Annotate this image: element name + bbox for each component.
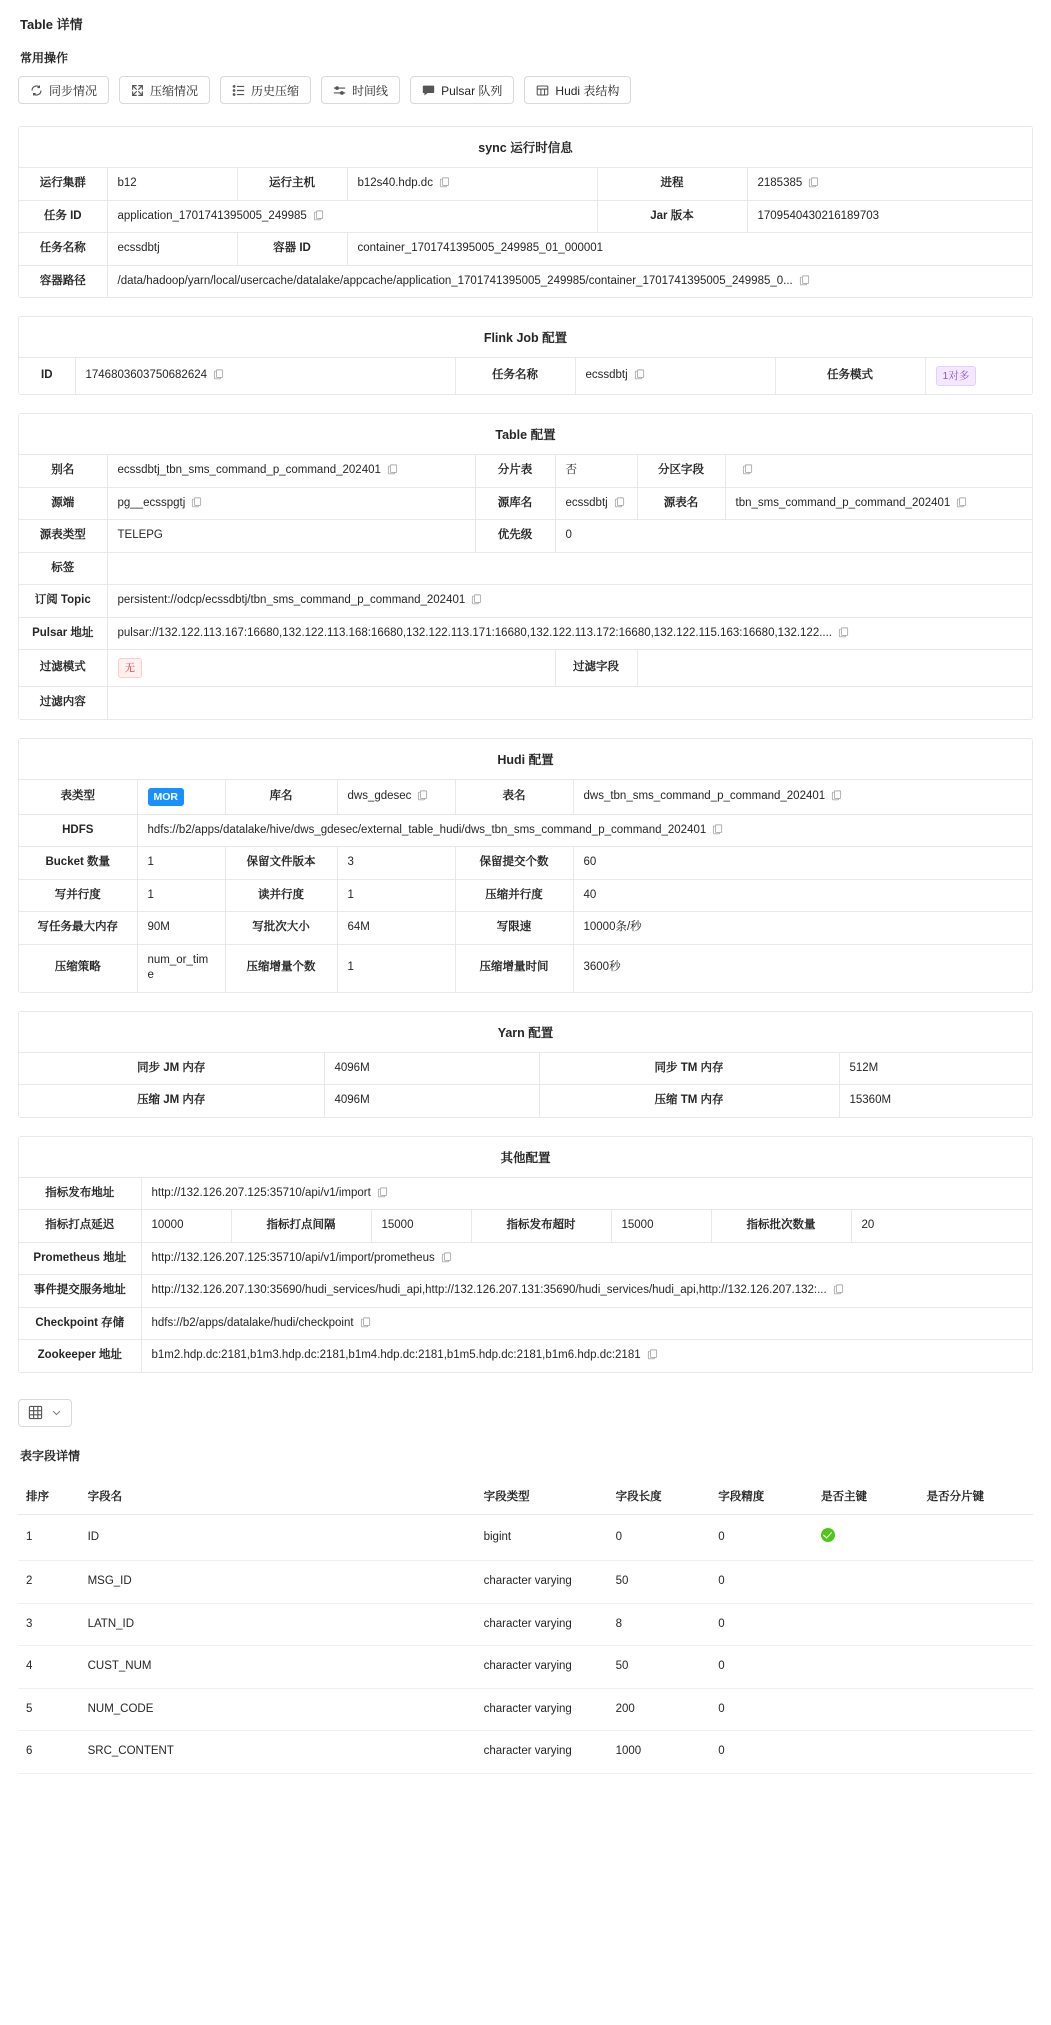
- field-order: 4: [18, 1646, 80, 1689]
- table-config-table: [19, 455, 1032, 719]
- tag-value: [107, 552, 1032, 585]
- flink-id-label: ID: [19, 358, 75, 394]
- table-row: [19, 1242, 1032, 1275]
- compact-delta-commits-label: 压缩增量个数: [225, 944, 337, 992]
- table-row: [18, 1561, 1033, 1604]
- copy-icon[interactable]: [647, 1348, 658, 1360]
- metric-delay-value: 10000: [141, 1210, 231, 1243]
- task-id-label: 任务 ID: [19, 200, 107, 233]
- topic-value: [107, 585, 1032, 618]
- copy-icon[interactable]: [712, 823, 723, 835]
- field-order: 5: [18, 1688, 80, 1731]
- table-row: [19, 265, 1032, 297]
- hudi-table-value-text: dws_tbn_sms_command_p_command_202401: [583, 789, 826, 802]
- check-icon: [821, 1528, 835, 1542]
- column-settings-row: [18, 1399, 1033, 1427]
- copy-icon[interactable]: [360, 1316, 371, 1328]
- table-row: [19, 650, 1032, 687]
- jar-version-label: Jar 版本: [597, 200, 747, 233]
- sync-runtime-table: [19, 168, 1032, 297]
- field-order: 2: [18, 1561, 80, 1604]
- table-row: [18, 1731, 1033, 1774]
- write-parallelism-label: 写并行度: [19, 879, 137, 912]
- field-primary-key: [813, 1731, 919, 1774]
- source-label: 源端: [19, 487, 107, 520]
- table-row: [19, 814, 1032, 847]
- zookeeper-value: [141, 1340, 1032, 1372]
- bucket-value: 1: [137, 847, 225, 880]
- flink-task-name-label: 任务名称: [455, 358, 575, 394]
- table-row: [19, 780, 1032, 815]
- checkpoint-value-text: hdfs://b2/apps/datalake/hudi/checkpoint: [151, 1316, 354, 1329]
- field-primary-key: [813, 1688, 919, 1731]
- keep-file-versions-label: 保留文件版本: [225, 847, 337, 880]
- source-type-label: 源表类型: [19, 520, 107, 553]
- history-compaction-icon: [232, 84, 245, 97]
- metric-batch-value: 20: [851, 1210, 1032, 1243]
- cluster-label: 运行集群: [19, 168, 107, 200]
- field-type: character varying: [476, 1561, 608, 1604]
- chevron-down-icon: [51, 1407, 62, 1418]
- hudi-table-label: 表名: [455, 780, 573, 815]
- field-length: 50: [608, 1561, 711, 1604]
- keep-commits-value: 60: [573, 847, 1032, 880]
- hdfs-value: [137, 814, 1032, 847]
- field-shard-key: [919, 1688, 1033, 1731]
- hdfs-label: HDFS: [19, 814, 137, 847]
- event-submit-value: [141, 1275, 1032, 1308]
- process-value: [747, 168, 1032, 200]
- filter-content-value: [107, 687, 1032, 719]
- fields-header-row: [18, 1478, 1033, 1515]
- table-row: [19, 879, 1032, 912]
- hudi-table-value: [573, 780, 1032, 815]
- partition-field-value: [725, 455, 1032, 487]
- copy-icon[interactable]: [831, 789, 842, 801]
- table-row: [19, 1085, 1032, 1117]
- source-table-value-text: tbn_sms_command_p_command_202401: [735, 496, 951, 509]
- flink-job-table: [19, 358, 1032, 394]
- flink-id-value: [75, 358, 455, 394]
- hudi-db-value: [337, 780, 455, 815]
- field-precision: 0: [710, 1688, 813, 1731]
- compact-jm-label: 压缩 JM 内存: [19, 1085, 324, 1117]
- copy-icon[interactable]: [439, 176, 450, 188]
- host-value-text: b12s40.hdp.dc: [357, 177, 433, 189]
- page-title: Table 详情: [20, 17, 83, 32]
- field-shard-key: [919, 1731, 1033, 1774]
- copy-icon[interactable]: [956, 496, 967, 508]
- flink-id-value-text: 1746803603750682624: [85, 369, 208, 382]
- compact-strategy-label: 压缩策略: [19, 944, 137, 992]
- host-value: [347, 168, 597, 200]
- table-row: [19, 944, 1032, 992]
- field-name: SRC_CONTENT: [80, 1731, 476, 1774]
- field-name: NUM_CODE: [80, 1688, 476, 1731]
- compact-strategy-value: num_or_time: [137, 944, 225, 992]
- metric-interval-label: 指标打点间隔: [231, 1210, 371, 1243]
- alias-label: 别名: [19, 455, 107, 487]
- metric-timeout-value: 15000: [611, 1210, 711, 1243]
- hudi-schema-button[interactable]: [524, 76, 631, 104]
- field-name: MSG_ID: [80, 1561, 476, 1604]
- source-value-text: pg__ecsspgtj: [117, 496, 186, 509]
- col-name-header: 字段名: [80, 1478, 476, 1515]
- field-type: character varying: [476, 1688, 608, 1731]
- write-batch-size-value: 64M: [337, 912, 455, 945]
- field-order: 1: [18, 1514, 80, 1561]
- prometheus-value-text: http://132.126.207.125:35710/api/v1/import/prometheus: [151, 1251, 435, 1264]
- metric-publish-value: [141, 1178, 1032, 1210]
- alias-value: [107, 455, 475, 487]
- filter-content-label: 过滤内容: [19, 687, 107, 719]
- flink-job-title: Flink Job 配置: [19, 317, 1032, 358]
- copy-icon[interactable]: [614, 496, 625, 508]
- container-path-value: [107, 265, 1032, 297]
- col-type-header: 字段类型: [476, 1478, 608, 1515]
- metric-timeout-label: 指标发布超时: [471, 1210, 611, 1243]
- col-order-header: 排序: [18, 1478, 80, 1515]
- field-name: LATN_ID: [80, 1603, 476, 1646]
- filter-mode-tag: 无: [118, 658, 143, 678]
- hudi-table-type-label: 表类型: [19, 780, 137, 815]
- timeline-icon: [333, 84, 346, 97]
- yarn-config-card: [18, 1011, 1033, 1118]
- table-type-tag: MOR: [148, 788, 185, 806]
- jar-version-value: 1709540430216189703: [747, 200, 1032, 233]
- event-submit-label: 事件提交服务地址: [19, 1275, 141, 1308]
- table-row: [19, 520, 1032, 553]
- sync-status-label: 同步情况: [49, 83, 98, 98]
- table-row: [19, 585, 1032, 618]
- host-label: 运行主机: [237, 168, 347, 200]
- field-precision: 0: [710, 1514, 813, 1561]
- field-type: character varying: [476, 1731, 608, 1774]
- sync-tm-label: 同步 TM 内存: [539, 1053, 839, 1085]
- copy-icon[interactable]: [191, 496, 202, 508]
- field-name: ID: [80, 1514, 476, 1561]
- source-db-value-text: ecssdbtj: [565, 496, 608, 509]
- task-id-value-text: application_1701741395005_249985: [117, 209, 307, 222]
- table-row: [19, 912, 1032, 945]
- source-db-label: 源库名: [475, 487, 555, 520]
- compact-tm-value: 15360M: [839, 1085, 1032, 1117]
- field-length: 0: [608, 1514, 711, 1561]
- col-shard-header: 是否分片键: [919, 1478, 1033, 1515]
- table-row: [19, 1178, 1032, 1210]
- table-row: [19, 487, 1032, 520]
- table-row: [18, 1646, 1033, 1689]
- table-row: [19, 233, 1032, 266]
- operations-toolbar: [18, 76, 1033, 104]
- write-task-max-mem-label: 写任务最大内存: [19, 912, 137, 945]
- task-name-label: 任务名称: [19, 233, 107, 266]
- table-row: [19, 455, 1032, 487]
- flink-task-name-value: [575, 358, 775, 394]
- event-submit-value-text: http://132.126.207.130:35690/hudi_services/hudi_api,http://132.126.207.131:35690/hudi_services/hudi_api,http://132.126.207.132:...: [151, 1284, 827, 1297]
- flink-task-name-value-text: ecssdbtj: [585, 369, 628, 382]
- source-value: [107, 487, 475, 520]
- sync-runtime-card: [18, 126, 1033, 298]
- pulsar-queue-button[interactable]: [410, 76, 514, 104]
- table-row: [19, 1275, 1032, 1308]
- metric-interval-value: 15000: [371, 1210, 471, 1243]
- field-shard-key: [919, 1561, 1033, 1604]
- field-order: 6: [18, 1731, 80, 1774]
- copy-icon[interactable]: [387, 463, 398, 475]
- task-mode-label: 任务模式: [775, 358, 925, 394]
- pulsar-addr-label: Pulsar 地址: [19, 617, 107, 650]
- history-compaction-button[interactable]: [220, 76, 311, 104]
- process-value-text: 2185385: [757, 177, 803, 189]
- sync-status-button[interactable]: [18, 76, 109, 104]
- write-parallelism-value: 1: [137, 879, 225, 912]
- column-settings-button[interactable]: [18, 1399, 72, 1427]
- table-row: [18, 1514, 1033, 1561]
- fields-table: [18, 1478, 1033, 1774]
- history-compaction-label: 历史压缩: [251, 83, 300, 98]
- pulsar-queue-label: Pulsar 队列: [441, 83, 503, 98]
- copy-icon[interactable]: [471, 593, 482, 605]
- compact-delta-seconds-value: 3600秒: [573, 944, 1032, 992]
- prometheus-value: [141, 1242, 1032, 1275]
- compaction-status-button[interactable]: [119, 76, 210, 104]
- filter-mode-label: 过滤模式: [19, 650, 107, 687]
- sync-runtime-title: sync 运行时信息: [19, 127, 1032, 168]
- field-length: 50: [608, 1646, 711, 1689]
- field-length: 8: [608, 1603, 711, 1646]
- write-limit-value: 10000条/秒: [573, 912, 1032, 945]
- hudi-config-table: [19, 780, 1032, 992]
- sync-status-icon: [30, 84, 43, 97]
- field-precision: 0: [710, 1561, 813, 1604]
- task-mode-value: [925, 358, 1032, 394]
- copy-icon[interactable]: [808, 176, 819, 188]
- compact-delta-seconds-label: 压缩增量时间: [455, 944, 573, 992]
- copy-icon[interactable]: [634, 368, 645, 380]
- task-id-value: [107, 200, 597, 233]
- copy-icon[interactable]: [377, 1186, 388, 1198]
- table-row: [19, 617, 1032, 650]
- compact-tm-label: 压缩 TM 内存: [539, 1085, 839, 1117]
- hudi-config-card: [18, 738, 1033, 993]
- priority-label: 优先级: [475, 520, 555, 553]
- field-order: 3: [18, 1603, 80, 1646]
- timeline-label: 时间线: [352, 83, 389, 98]
- table-row: [18, 1603, 1033, 1646]
- field-type: character varying: [476, 1646, 608, 1689]
- copy-icon[interactable]: [838, 626, 849, 638]
- sync-jm-value: 4096M: [324, 1053, 539, 1085]
- table-config-card: [18, 413, 1033, 720]
- copy-icon[interactable]: [441, 1251, 452, 1263]
- copy-icon[interactable]: [213, 368, 224, 380]
- field-shard-key: [919, 1646, 1033, 1689]
- compact-jm-value: 4096M: [324, 1085, 539, 1117]
- table-row: [18, 1688, 1033, 1731]
- hudi-db-value-text: dws_gdesec: [347, 789, 412, 802]
- field-primary-key: [813, 1514, 919, 1561]
- timeline-button[interactable]: [321, 76, 400, 104]
- source-db-value: [555, 487, 637, 520]
- table-row: [19, 358, 1032, 394]
- checkpoint-value: [141, 1307, 1032, 1340]
- field-precision: 0: [710, 1603, 813, 1646]
- copy-icon[interactable]: [742, 463, 753, 475]
- write-task-max-mem-value: 90M: [137, 912, 225, 945]
- metric-publish-value-text: http://132.126.207.125:35710/api/v1/import: [151, 1186, 371, 1199]
- table-row: [19, 687, 1032, 719]
- keep-file-versions-value: 3: [337, 847, 455, 880]
- hudi-schema-icon: [536, 84, 549, 97]
- metric-batch-label: 指标批次数量: [711, 1210, 851, 1243]
- filter-mode-value: [107, 650, 555, 687]
- topic-label: 订阅 Topic: [19, 585, 107, 618]
- table-row: [19, 1307, 1032, 1340]
- field-shard-key: [919, 1514, 1033, 1561]
- source-type-value: TELEPG: [107, 520, 475, 553]
- yarn-config-table: [19, 1053, 1032, 1117]
- keep-commits-label: 保留提交个数: [455, 847, 573, 880]
- zookeeper-value-text: b1m2.hdp.dc:2181,b1m3.hdp.dc:2181,b1m4.hdp.dc:2181,b1m5.hdp.dc:2181,b1m6.hdp.dc:2181: [151, 1349, 641, 1362]
- filter-field-label: 过滤字段: [555, 650, 637, 687]
- shard-table-value: 否: [555, 455, 637, 487]
- pulsar-addr-value: [107, 617, 1032, 650]
- common-operations-label: 常用操作: [20, 51, 69, 65]
- col-pk-header: 是否主键: [813, 1478, 919, 1515]
- field-length: 1000: [608, 1731, 711, 1774]
- copy-icon[interactable]: [799, 274, 810, 286]
- field-name: CUST_NUM: [80, 1646, 476, 1689]
- table-row: [19, 1210, 1032, 1243]
- field-primary-key: [813, 1646, 919, 1689]
- other-config-table: [19, 1178, 1032, 1372]
- zookeeper-label: Zookeeper 地址: [19, 1340, 141, 1372]
- hudi-config-title: Hudi 配置: [19, 739, 1032, 780]
- col-length-header: 字段长度: [608, 1478, 711, 1515]
- alias-value-text: ecssdbtj_tbn_sms_command_p_command_202401: [117, 464, 381, 477]
- field-primary-key: [813, 1561, 919, 1604]
- col-precision-header: 字段精度: [710, 1478, 813, 1515]
- compaction-status-icon: [131, 84, 144, 97]
- compact-delta-commits-value: 1: [337, 944, 455, 992]
- table-row: [19, 1053, 1032, 1085]
- table-row: [19, 168, 1032, 200]
- write-batch-size-label: 写批次大小: [225, 912, 337, 945]
- read-parallelism-label: 读并行度: [225, 879, 337, 912]
- container-path-value-text: /data/hadoop/yarn/local/usercache/datalake/appcache/application_1701741395005_249985/container_1701741395005_249985_0...: [117, 274, 793, 287]
- copy-icon[interactable]: [313, 209, 324, 221]
- container-id-value: container_1701741395005_249985_01_000001: [347, 233, 1032, 266]
- hdfs-value-text: hdfs://b2/apps/datalake/hive/dws_gdesec/external_table_hudi/dws_tbn_sms_command_p_command_202401: [147, 823, 707, 836]
- yarn-config-title: Yarn 配置: [19, 1012, 1032, 1053]
- copy-icon[interactable]: [833, 1283, 844, 1295]
- task-name-value: ecssdbtj: [107, 233, 237, 266]
- field-type: character varying: [476, 1603, 608, 1646]
- flink-job-card: [18, 316, 1033, 395]
- cluster-value: b12: [107, 168, 237, 200]
- compact-parallelism-value: 40: [573, 879, 1032, 912]
- table-config-title: Table 配置: [19, 414, 1032, 455]
- shard-table-label: 分片表: [475, 455, 555, 487]
- write-limit-label: 写限速: [455, 912, 573, 945]
- field-shard-key: [919, 1603, 1033, 1646]
- fields-table-body: [18, 1514, 1033, 1773]
- compact-parallelism-label: 压缩并行度: [455, 879, 573, 912]
- field-precision: 0: [710, 1646, 813, 1689]
- filter-field-value: [637, 650, 1032, 687]
- process-label: 进程: [597, 168, 747, 200]
- task-mode-tag: 1对多: [936, 366, 977, 386]
- bucket-label: Bucket 数量: [19, 847, 137, 880]
- hudi-db-label: 库名: [225, 780, 337, 815]
- priority-value: 0: [555, 520, 1032, 553]
- hudi-table-type-value: [137, 780, 225, 815]
- fields-section-title: 表字段详情: [20, 1448, 81, 1463]
- table-row: [19, 200, 1032, 233]
- other-config-card: [18, 1136, 1033, 1373]
- table-row: [19, 552, 1032, 585]
- copy-icon[interactable]: [417, 789, 428, 801]
- other-config-title: 其他配置: [19, 1137, 1032, 1178]
- read-parallelism-value: 1: [337, 879, 455, 912]
- pulsar-addr-value-text: pulsar://132.122.113.167:16680,132.122.113.168:16680,132.122.113.171:16680,132.122.113.172:16680,132.122.115.163:16680,132.122....: [117, 626, 833, 639]
- field-length: 200: [608, 1688, 711, 1731]
- field-primary-key: [813, 1603, 919, 1646]
- source-table-value: [725, 487, 1032, 520]
- source-table-label: 源表名: [637, 487, 725, 520]
- sync-jm-label: 同步 JM 内存: [19, 1053, 324, 1085]
- pulsar-queue-icon: [422, 84, 435, 97]
- metric-publish-label: 指标发布地址: [19, 1178, 141, 1210]
- metric-delay-label: 指标打点延迟: [19, 1210, 141, 1243]
- partition-field-label: 分区字段: [637, 455, 725, 487]
- container-path-label: 容器路径: [19, 265, 107, 297]
- hudi-schema-label: Hudi 表结构: [555, 83, 620, 98]
- field-precision: 0: [710, 1731, 813, 1774]
- sync-tm-value: 512M: [849, 1061, 879, 1074]
- prometheus-label: Prometheus 地址: [19, 1242, 141, 1275]
- checkpoint-label: Checkpoint 存储: [19, 1307, 141, 1340]
- field-type: bigint: [476, 1514, 608, 1561]
- tag-label: 标签: [19, 552, 107, 585]
- topic-value-text: persistent://odcp/ecssdbtj/tbn_sms_command_p_command_202401: [117, 594, 466, 607]
- compaction-status-label: 压缩情况: [150, 83, 199, 98]
- table-row: [19, 847, 1032, 880]
- grid-icon: [28, 1405, 43, 1420]
- container-id-label: 容器 ID: [237, 233, 347, 266]
- table-row: [19, 1340, 1032, 1372]
